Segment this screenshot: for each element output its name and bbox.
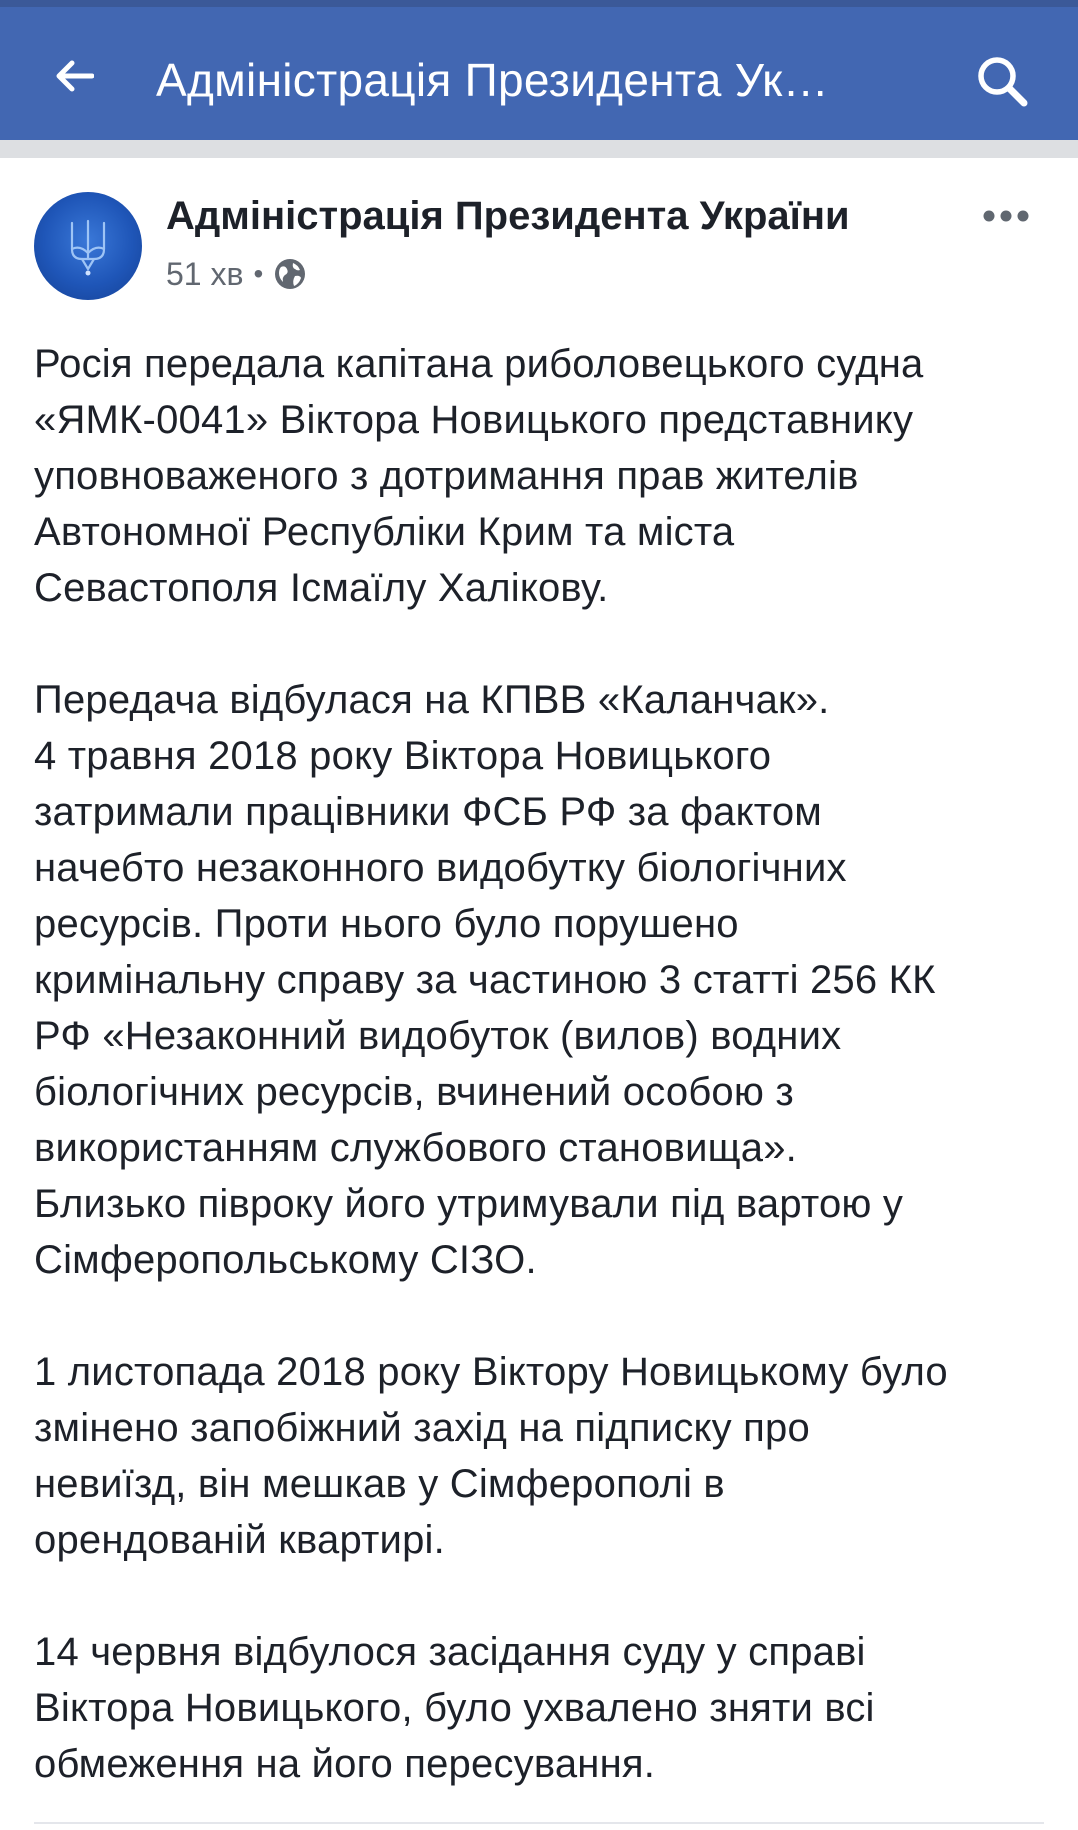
paragraph-gap xyxy=(34,616,1054,672)
post-meta xyxy=(166,252,307,296)
page-title: Адміністрація Президента Ук… xyxy=(156,54,829,106)
meta-separator: • xyxy=(253,258,264,289)
post-paragraph xyxy=(34,1344,1054,1568)
post-card xyxy=(0,158,1078,1830)
avatar[interactable] xyxy=(34,192,142,300)
page-name-link[interactable]: Адміністрація Президента України xyxy=(166,194,850,238)
more-options-button[interactable] xyxy=(976,198,1036,234)
text-line: ресурсів. Проти нього було порушено xyxy=(34,902,739,946)
text-line: невиїзд, він мешкав у Сімферополі в xyxy=(34,1462,725,1506)
text-line: біологічних ресурсів, вчинений особою з xyxy=(34,1070,794,1114)
text-line: 4 травня 2018 року Віктора Новицького xyxy=(34,734,772,778)
back-button[interactable] xyxy=(46,53,102,99)
post-divider xyxy=(34,1822,1044,1824)
globe-icon xyxy=(273,257,307,291)
text-line: обмеження на його пересування. xyxy=(34,1742,656,1786)
text-line: «ЯМК-0041» Віктора Новицького представнику xyxy=(34,398,914,442)
text-line: РФ «Незаконний видобуток (вилов) водних xyxy=(34,1014,842,1058)
text-line: кримінальну справу за частиною 3 статті 256 КК xyxy=(34,958,936,1002)
paragraph-gap xyxy=(34,1568,1054,1624)
text-line: уповноваженого з дотримання прав жителів xyxy=(34,454,859,498)
text-line: Севастополя Ісмаїлу Халікову. xyxy=(34,566,609,610)
paragraph-gap xyxy=(34,1288,1054,1344)
post-paragraph xyxy=(34,672,1054,1288)
text-line: Росія передала капітана риболовецького судна xyxy=(34,342,924,386)
trident-emblem-icon xyxy=(66,215,110,277)
text-line: орендованій квартирі. xyxy=(34,1518,445,1562)
post-paragraph xyxy=(34,1624,1054,1792)
post-text xyxy=(34,336,1054,1792)
text-line: Віктора Новицького, було ухвалено зняти всі xyxy=(34,1686,875,1730)
text-line: начебто незаконного видобутку біологічних xyxy=(34,846,847,890)
text-line: 1 листопада 2018 року Віктору Новицькому було xyxy=(34,1350,948,1394)
text-line: використанням службового становища». xyxy=(34,1126,797,1170)
feed-separator xyxy=(0,140,1078,158)
text-line: Сімферопольському СІЗО. xyxy=(34,1238,537,1282)
post-paragraph xyxy=(34,336,1054,616)
more-options-icon xyxy=(982,209,1030,223)
arrow-left-icon xyxy=(54,60,94,92)
text-line: Близько півроку його утримували під вартою у xyxy=(34,1182,904,1226)
search-icon xyxy=(975,54,1029,108)
text-line: Автономної Республіки Крим та міста xyxy=(34,510,735,554)
text-line: затримали працівники ФСБ РФ за фактом xyxy=(34,790,822,834)
search-button[interactable] xyxy=(970,49,1034,113)
post-timestamp[interactable]: 51 хв xyxy=(166,255,244,292)
text-line: 14 червня відбулося засідання суду у справі xyxy=(34,1630,866,1674)
text-line: Передача відбулася на КПВВ «Каланчак». xyxy=(34,678,830,722)
top-app-bar xyxy=(0,0,1078,140)
text-line: змінено запобіжний захід на підписку про xyxy=(34,1406,810,1450)
